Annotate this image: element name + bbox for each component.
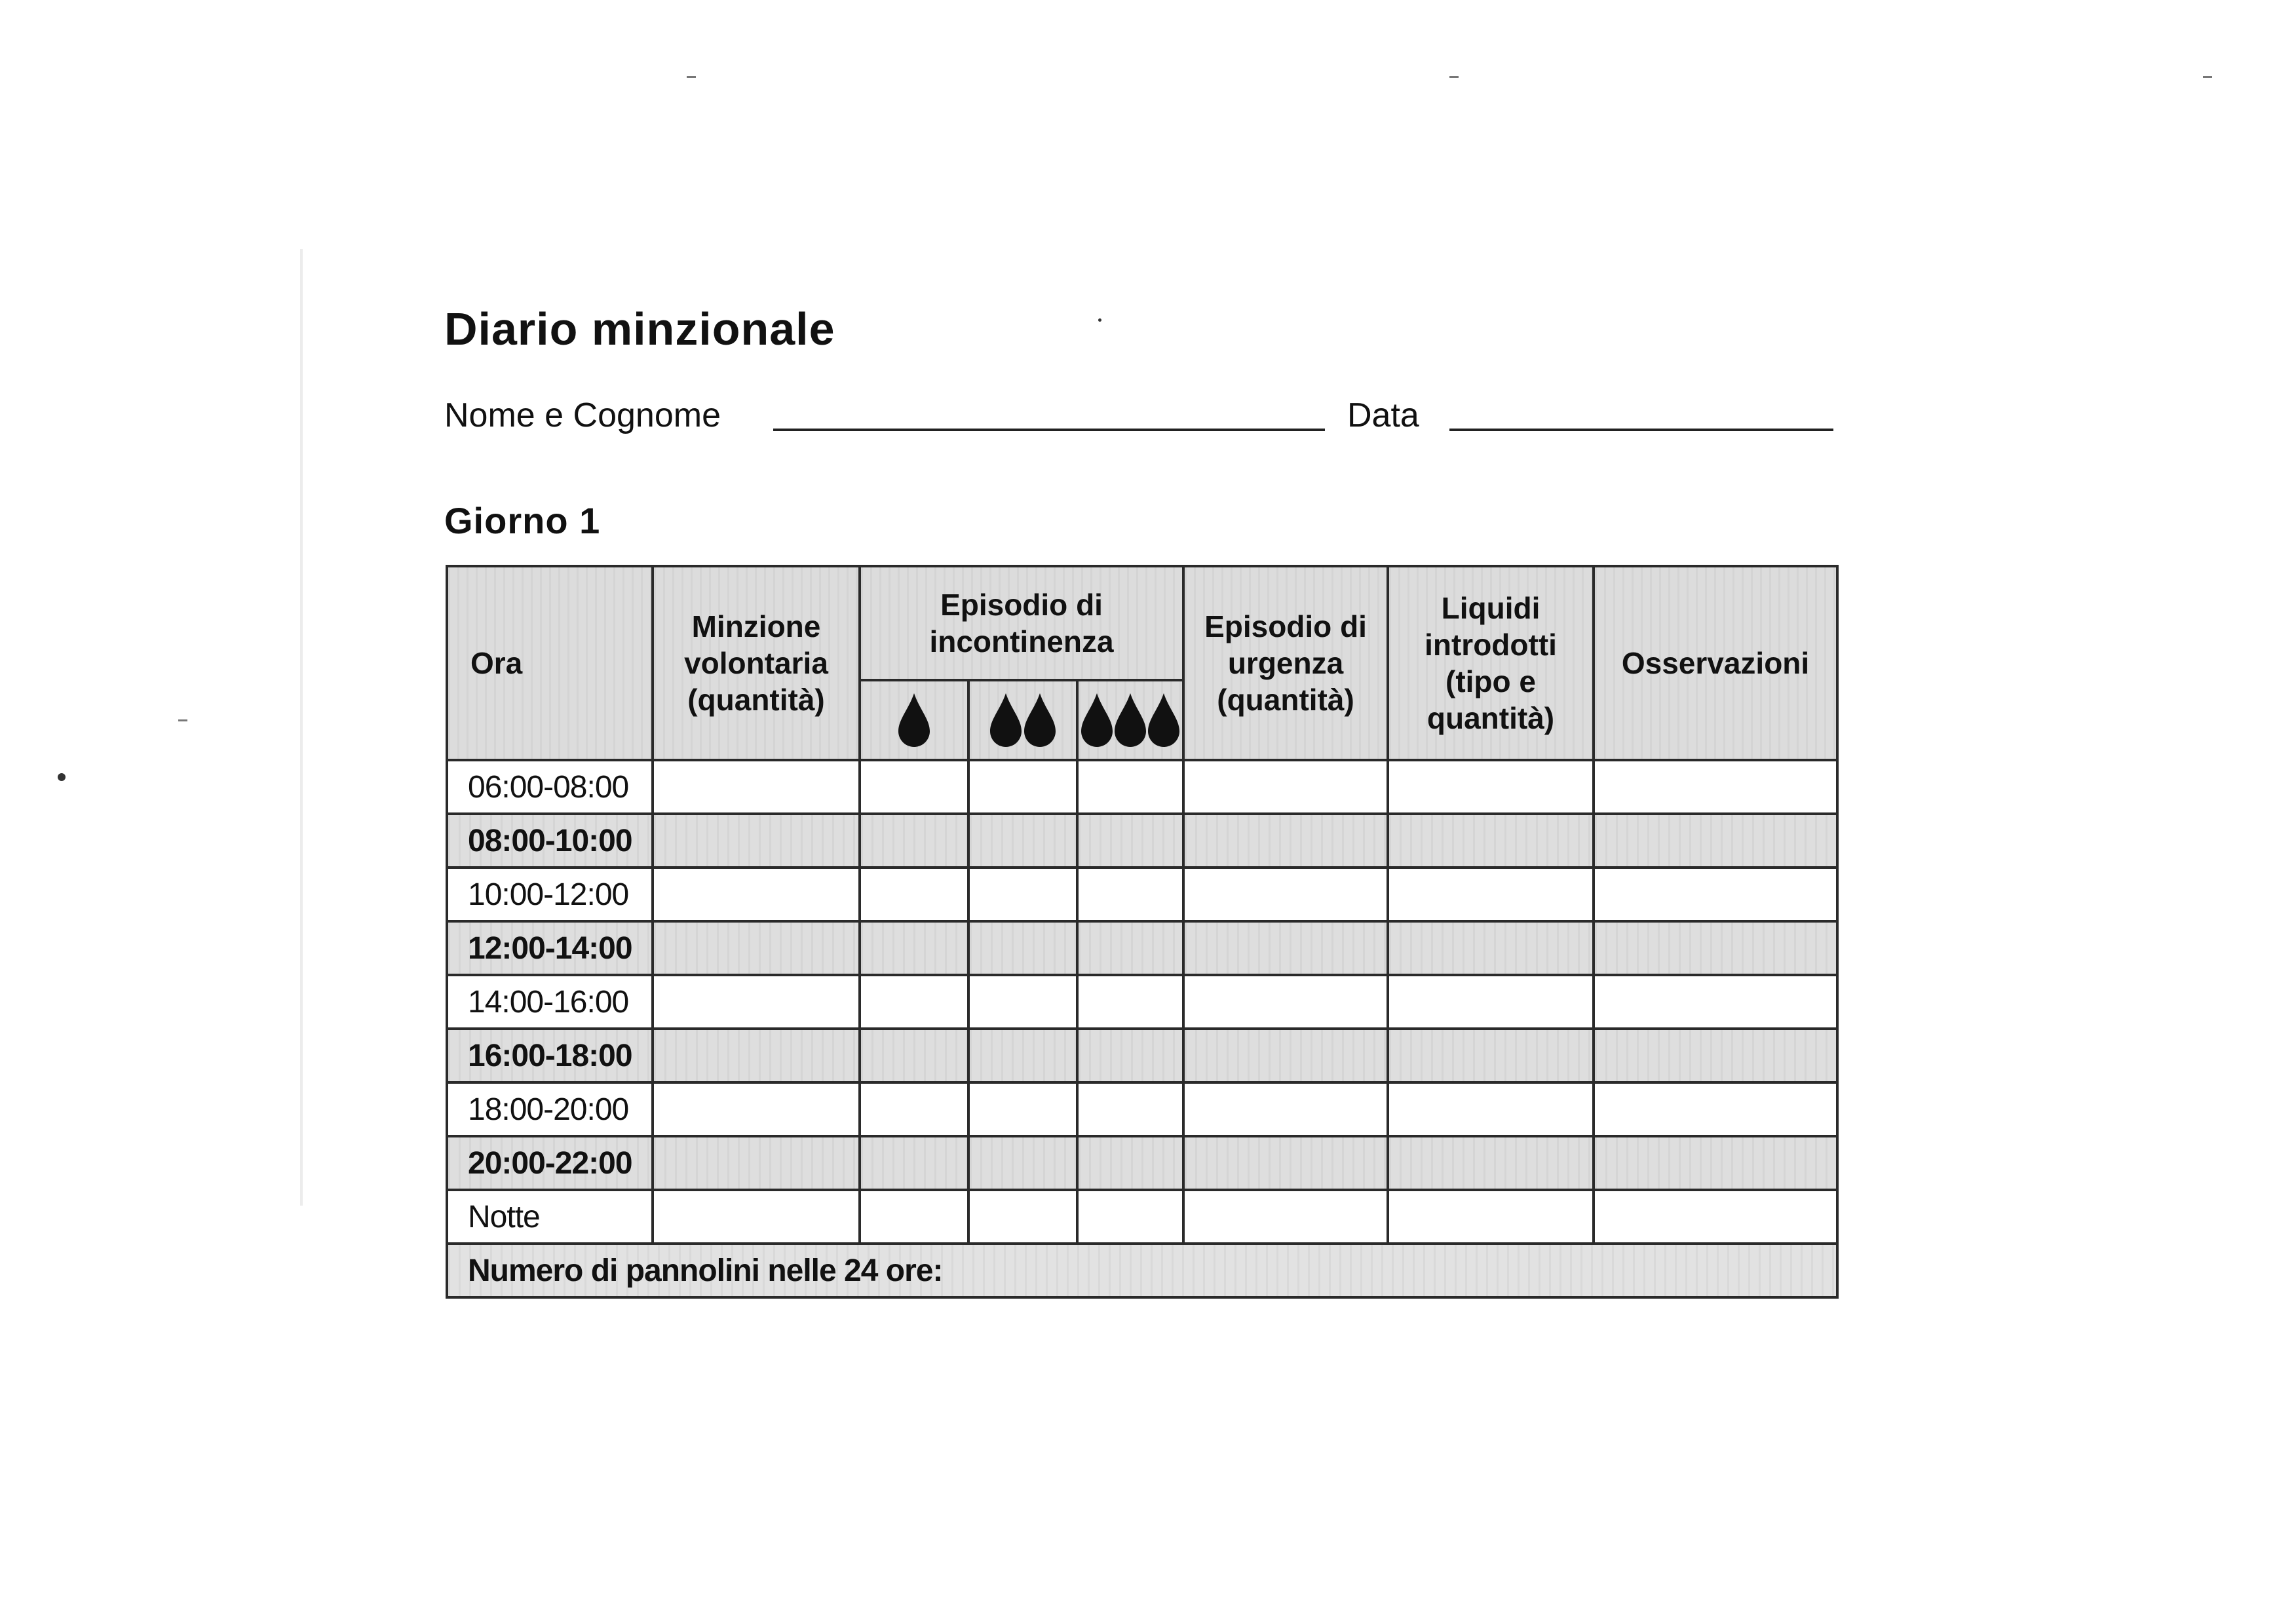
minzione-cell[interactable]: [653, 921, 860, 975]
urgenza-cell[interactable]: [1183, 868, 1388, 921]
time-slot-label: 16:00-18:00: [447, 1029, 653, 1082]
table-row: [447, 868, 1837, 921]
minzione-cell[interactable]: [653, 868, 860, 921]
minzione-cell[interactable]: [653, 1082, 860, 1136]
incontinenza-2-cell[interactable]: [968, 868, 1077, 921]
minzione-cell[interactable]: [653, 814, 860, 868]
urgenza-cell[interactable]: [1183, 975, 1388, 1029]
table-row: [447, 975, 1837, 1029]
table-row: [447, 1029, 1837, 1082]
incontinenza-3-cell[interactable]: [1077, 1082, 1183, 1136]
scan-edge-shadow: [300, 249, 303, 1206]
scan-mark: [178, 719, 187, 721]
incontinenza-2-cell[interactable]: [968, 975, 1077, 1029]
document-title: Diario minzionale: [444, 303, 835, 354]
incontinenza-3-cell[interactable]: [1077, 814, 1183, 868]
scan-speck: [58, 773, 66, 781]
name-input-line[interactable]: [773, 429, 1325, 431]
liquidi-cell[interactable]: [1388, 1136, 1594, 1190]
minzione-cell[interactable]: [653, 1136, 860, 1190]
water-drop-icon: [894, 691, 934, 750]
incontinenza-2-cell[interactable]: [968, 1136, 1077, 1190]
incontinenza-1-cell[interactable]: [860, 760, 968, 814]
time-slot-label: 20:00-22:00: [447, 1136, 653, 1190]
table-row: [447, 814, 1837, 868]
name-label: Nome e Cognome: [444, 396, 721, 434]
incontinenza-2-cell[interactable]: [968, 1082, 1077, 1136]
header-minzione: Minzione volontaria (quantità): [653, 566, 860, 760]
osservazioni-cell[interactable]: [1594, 1029, 1837, 1082]
incontinenza-1-cell[interactable]: [860, 1190, 968, 1244]
incontinenza-1-cell[interactable]: [860, 814, 968, 868]
time-slot-label: Notte: [447, 1190, 653, 1244]
urgenza-cell[interactable]: [1183, 1190, 1388, 1244]
date-label: Data: [1347, 396, 1419, 434]
day-label: Giorno 1: [444, 500, 601, 541]
table-row: [447, 1136, 1837, 1190]
incontinenza-1-cell[interactable]: [860, 1082, 968, 1136]
incontinenza-1-cell[interactable]: [860, 975, 968, 1029]
pannolini-count-label[interactable]: Numero di pannolini nelle 24 ore:: [447, 1244, 1837, 1297]
time-slot-label: 14:00-16:00: [447, 975, 653, 1029]
incontinenza-1-cell[interactable]: [860, 921, 968, 975]
date-input-line[interactable]: [1449, 429, 1833, 431]
osservazioni-cell[interactable]: [1594, 1136, 1837, 1190]
incontinenza-2-cell[interactable]: [968, 921, 1077, 975]
incontinenza-3-cell[interactable]: [1077, 760, 1183, 814]
osservazioni-cell[interactable]: [1594, 760, 1837, 814]
osservazioni-cell[interactable]: [1594, 921, 1837, 975]
incontinenza-3-cell[interactable]: [1077, 975, 1183, 1029]
time-slot-label: 10:00-12:00: [447, 868, 653, 921]
incontinenza-3-cell[interactable]: [1077, 1029, 1183, 1082]
time-slot-label: 08:00-10:00: [447, 814, 653, 868]
table-footer-row: [447, 1244, 1837, 1297]
urgenza-cell[interactable]: [1183, 1136, 1388, 1190]
minzione-cell[interactable]: [653, 1029, 860, 1082]
header-osservazioni: Osservazioni: [1594, 566, 1837, 760]
urgenza-cell[interactable]: [1183, 814, 1388, 868]
liquidi-cell[interactable]: [1388, 868, 1594, 921]
incontinenza-3-cell[interactable]: [1077, 868, 1183, 921]
table-row: [447, 1082, 1837, 1136]
liquidi-cell[interactable]: [1388, 760, 1594, 814]
time-slot-label: 18:00-20:00: [447, 1082, 653, 1136]
osservazioni-cell[interactable]: [1594, 814, 1837, 868]
urgenza-cell[interactable]: [1183, 760, 1388, 814]
header-urgenza: Episodio di urgenza (quantità): [1183, 566, 1388, 760]
urgenza-cell[interactable]: [1183, 921, 1388, 975]
header-ora: Ora: [447, 566, 653, 760]
urgenza-cell[interactable]: [1183, 1029, 1388, 1082]
table-row: [447, 760, 1837, 814]
scan-mark: [2203, 76, 2212, 78]
incontinenza-2-cell[interactable]: [968, 760, 1077, 814]
time-slot-label: 12:00-14:00: [447, 921, 653, 975]
incontinenza-3-cell[interactable]: [1077, 1136, 1183, 1190]
scan-mark: [1449, 76, 1459, 78]
table-row: [447, 1190, 1837, 1244]
liquidi-cell[interactable]: [1388, 1082, 1594, 1136]
time-slot-label: 06:00-08:00: [447, 760, 653, 814]
header-drop-three: [1077, 680, 1183, 760]
water-drop-icon: [987, 691, 1059, 750]
incontinenza-1-cell[interactable]: [860, 1136, 968, 1190]
liquidi-cell[interactable]: [1388, 975, 1594, 1029]
urgenza-cell[interactable]: [1183, 1082, 1388, 1136]
diary-table: [446, 565, 1839, 1299]
scan-speck: [1098, 318, 1101, 322]
header-liquidi: Liquidi introdotti (tipo e quantità): [1388, 566, 1594, 760]
minzione-cell[interactable]: [653, 1190, 860, 1244]
incontinenza-2-cell[interactable]: [968, 1190, 1077, 1244]
liquidi-cell[interactable]: [1388, 1029, 1594, 1082]
header-drop-one: [860, 680, 968, 760]
minzione-cell[interactable]: [653, 760, 860, 814]
osservazioni-cell[interactable]: [1594, 868, 1837, 921]
minzione-cell[interactable]: [653, 975, 860, 1029]
scan-mark: [687, 76, 696, 78]
table-row: [447, 921, 1837, 975]
osservazioni-cell[interactable]: [1594, 975, 1837, 1029]
osservazioni-cell[interactable]: [1594, 1190, 1837, 1244]
incontinenza-2-cell[interactable]: [968, 814, 1077, 868]
name-date-row: [444, 396, 1833, 448]
incontinenza-3-cell[interactable]: [1077, 921, 1183, 975]
header-incontinenza: Episodio di incontinenza: [860, 566, 1183, 680]
incontinenza-2-cell[interactable]: [968, 1029, 1077, 1082]
liquidi-cell[interactable]: [1388, 814, 1594, 868]
header-drop-two: [968, 680, 1077, 760]
incontinenza-3-cell[interactable]: [1077, 1190, 1183, 1244]
osservazioni-cell[interactable]: [1594, 1082, 1837, 1136]
liquidi-cell[interactable]: [1388, 1190, 1594, 1244]
water-drop-icon: [1079, 691, 1181, 750]
liquidi-cell[interactable]: [1388, 921, 1594, 975]
incontinenza-1-cell[interactable]: [860, 868, 968, 921]
incontinenza-1-cell[interactable]: [860, 1029, 968, 1082]
